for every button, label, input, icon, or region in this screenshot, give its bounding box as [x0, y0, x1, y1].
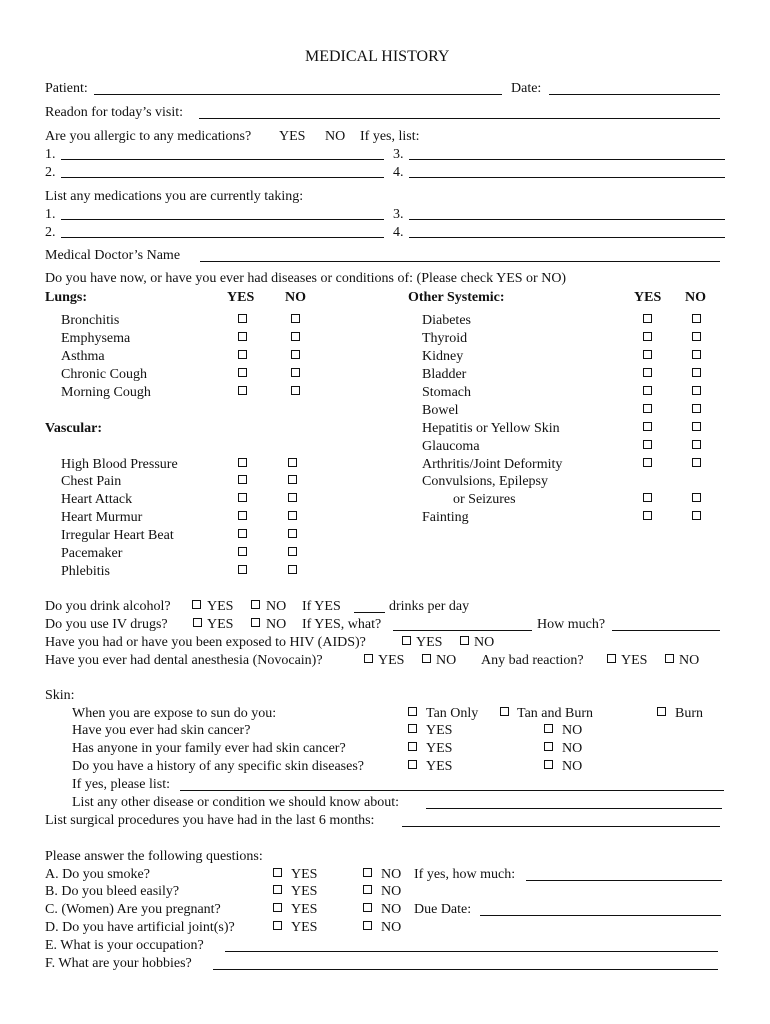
how-much-field[interactable]	[612, 630, 720, 631]
condition-label: Irregular Heart Beat	[61, 528, 174, 543]
hiv-question: Have you had or have you been exposed to HIV (AIDS)?	[45, 635, 366, 650]
please-answer-label: Please answer the following questions:	[45, 849, 263, 864]
lungs-yes-checkbox[interactable]	[238, 314, 247, 323]
reaction-no-checkbox[interactable]	[665, 654, 674, 663]
med-field-3[interactable]	[409, 219, 725, 220]
drinks-per-day-label: drinks per day	[389, 599, 470, 614]
alcohol-yes-checkbox[interactable]	[192, 600, 201, 609]
lungs-yes-header: YES	[227, 290, 255, 305]
due-date-label: Due Date:	[414, 902, 472, 917]
other-yes-header: YES	[634, 290, 662, 305]
patient-field[interactable]	[94, 94, 502, 95]
family-cancer-question: Has anyone in your family ever had skin cancer?	[72, 741, 346, 756]
condition-label: Heart Attack	[61, 492, 133, 507]
dental-yes-label: YES	[378, 653, 405, 668]
how-much-label: How much?	[537, 617, 606, 632]
vascular-no-checkbox[interactable]	[288, 475, 297, 484]
iv-no-checkbox[interactable]	[251, 618, 260, 627]
vascular-yes-checkbox[interactable]	[238, 565, 247, 574]
tan-burn-label: Tan and Burn	[517, 706, 594, 721]
reaction-yes-checkbox[interactable]	[607, 654, 616, 663]
other-yes-checkbox[interactable]	[643, 350, 652, 359]
due-date-field[interactable]	[480, 915, 721, 916]
pregnant-no-label: NO	[381, 902, 402, 917]
vascular-yes-checkbox[interactable]	[238, 529, 247, 538]
burn-checkbox[interactable]	[657, 707, 666, 716]
tan-only-checkbox[interactable]	[408, 707, 417, 716]
condition-label: Bronchitis	[61, 313, 120, 328]
reason-label: Readon for today’s visit:	[45, 105, 184, 120]
condition-label: Convulsions, Epilepsy	[422, 474, 549, 489]
hiv-no-label: NO	[474, 635, 495, 650]
other-yes-checkbox[interactable]	[643, 332, 652, 341]
if-yes-list-label: If yes, please list:	[72, 777, 170, 792]
conditions-question: Do you have now, or have you ever had diseases or conditions of: (Please check YES or NO)	[45, 271, 567, 286]
other-disease-label: List any other disease or condition we should know about:	[72, 795, 399, 810]
other-no-checkbox[interactable]	[692, 332, 701, 341]
other-no-header: NO	[685, 290, 706, 305]
allergy-field-1[interactable]	[61, 159, 384, 160]
vascular-yes-checkbox[interactable]	[238, 547, 247, 556]
hiv-yes-label: YES	[416, 635, 443, 650]
allergy-yes[interactable]: YES	[279, 129, 306, 144]
family-cancer-no-checkbox[interactable]	[544, 742, 553, 751]
other-yes-checkbox[interactable]	[643, 440, 652, 449]
condition-label: Phlebitis	[61, 564, 111, 579]
tan-burn-checkbox[interactable]	[500, 707, 509, 716]
lungs-no-checkbox[interactable]	[291, 314, 300, 323]
iv-if-yes-label: If YES, what?	[302, 617, 382, 632]
other-no-checkbox[interactable]	[692, 493, 701, 502]
bad-reaction-question: Any bad reaction?	[481, 653, 584, 668]
condition-label: Bladder	[422, 367, 467, 382]
skin-cancer-yes-checkbox[interactable]	[408, 724, 417, 733]
joint-no-checkbox[interactable]	[363, 921, 372, 930]
sun-question: When you are expose to sun do you:	[72, 706, 277, 721]
med-field-1[interactable]	[61, 219, 384, 220]
allergy-num-4: 4.	[393, 165, 404, 180]
condition-label: Diabetes	[422, 313, 471, 328]
other-yes-checkbox[interactable]	[643, 422, 652, 431]
joint-yes-label: YES	[291, 920, 318, 935]
condition-label: Chest Pain	[61, 474, 122, 489]
condition-label: Asthma	[61, 349, 105, 364]
med-field-2[interactable]	[61, 237, 384, 238]
pregnant-no-checkbox[interactable]	[363, 903, 372, 912]
other-no-checkbox[interactable]	[692, 368, 701, 377]
lungs-no-checkbox[interactable]	[291, 386, 300, 395]
smoke-how-much-label: If yes, how much:	[414, 867, 516, 882]
condition-label: Thyroid	[422, 331, 468, 346]
pregnant-yes-checkbox[interactable]	[273, 903, 282, 912]
vascular-no-checkbox[interactable]	[288, 458, 297, 467]
doctor-field[interactable]	[200, 261, 720, 262]
skin-label: Skin:	[45, 688, 75, 703]
lungs-yes-checkbox[interactable]	[238, 350, 247, 359]
lungs-yes-checkbox[interactable]	[238, 368, 247, 377]
surgical-label: List surgical procedures you have had in the last 6 months:	[45, 813, 375, 828]
skin-disease-list-field[interactable]	[180, 790, 724, 791]
allergy-num-3: 3.	[393, 147, 404, 162]
family-cancer-no-label: NO	[562, 741, 583, 756]
allergy-field-3[interactable]	[409, 159, 725, 160]
vascular-yes-checkbox[interactable]	[238, 493, 247, 502]
allergy-field-4[interactable]	[409, 177, 725, 178]
med-num-4: 4.	[393, 225, 404, 240]
other-no-checkbox[interactable]	[692, 511, 701, 520]
lungs-heading: Lungs:	[45, 290, 88, 305]
allergy-num-1: 1.	[45, 147, 56, 162]
other-yes-checkbox[interactable]	[643, 511, 652, 520]
alcohol-yes-label: YES	[207, 599, 234, 614]
other-no-checkbox[interactable]	[692, 386, 701, 395]
alcohol-no-label: NO	[266, 599, 287, 614]
other-no-checkbox[interactable]	[692, 440, 701, 449]
other-no-checkbox[interactable]	[692, 314, 701, 323]
patient-label: Patient:	[45, 81, 88, 96]
alcohol-no-checkbox[interactable]	[251, 600, 260, 609]
joint-yes-checkbox[interactable]	[273, 921, 282, 930]
vascular-no-checkbox[interactable]	[288, 529, 297, 538]
skin-cancer-no-checkbox[interactable]	[544, 724, 553, 733]
reason-field[interactable]	[199, 118, 720, 119]
iv-what-field[interactable]	[393, 630, 532, 631]
skin-cancer-question: Have you ever had skin cancer?	[72, 723, 251, 738]
condition-label: Emphysema	[61, 331, 131, 346]
smoke-question: A. Do you smoke?	[45, 867, 150, 882]
condition-label: Bowel	[422, 403, 459, 418]
vascular-no-checkbox[interactable]	[288, 493, 297, 502]
allergy-question: Are you allergic to any medications?	[45, 129, 252, 144]
other-yes-checkbox[interactable]	[643, 458, 652, 467]
vascular-no-checkbox[interactable]	[288, 565, 297, 574]
tan-only-label: Tan Only	[426, 706, 479, 721]
condition-label: Kidney	[422, 349, 464, 364]
smoke-no-checkbox[interactable]	[363, 868, 372, 877]
other-no-checkbox[interactable]	[692, 458, 701, 467]
med-num-1: 1.	[45, 207, 56, 222]
surgical-field[interactable]	[402, 826, 720, 827]
occupation-question: E. What is your occupation?	[45, 938, 204, 953]
bleed-question: B. Do you bleed easily?	[45, 884, 180, 899]
condition-label: Morning Cough	[61, 385, 151, 400]
lungs-yes-checkbox[interactable]	[238, 386, 247, 395]
condition-label: Stomach	[422, 385, 471, 400]
skin-disease-yes-label: YES	[426, 759, 453, 774]
allergy-if-yes-label: If yes, list:	[360, 129, 420, 144]
hiv-no-checkbox[interactable]	[460, 636, 469, 645]
other-disease-field[interactable]	[426, 808, 722, 809]
medications-label: List any medications you are currently taking:	[45, 189, 304, 204]
condition-label: or Seizures	[453, 492, 516, 507]
allergy-field-2[interactable]	[61, 177, 384, 178]
hobbies-field[interactable]	[213, 969, 718, 970]
lungs-no-checkbox[interactable]	[291, 350, 300, 359]
hobbies-question: F. What are your hobbies?	[45, 956, 192, 971]
condition-label: High Blood Pressure	[61, 457, 178, 472]
smoke-no-label: NO	[381, 867, 402, 882]
bleed-no-label: NO	[381, 884, 402, 899]
date-label: Date:	[511, 81, 542, 96]
med-num-2: 2.	[45, 225, 56, 240]
occupation-field[interactable]	[225, 951, 718, 952]
lungs-no-header: NO	[285, 290, 306, 305]
other-yes-checkbox[interactable]	[643, 314, 652, 323]
vascular-no-checkbox[interactable]	[288, 547, 297, 556]
condition-label: Fainting	[422, 510, 469, 525]
condition-label: Arthritis/Joint Deformity	[422, 457, 563, 472]
smoke-yes-checkbox[interactable]	[273, 868, 282, 877]
skin-disease-yes-checkbox[interactable]	[408, 760, 417, 769]
alcohol-if-yes-label: If YES	[302, 599, 341, 614]
other-no-checkbox[interactable]	[692, 350, 701, 359]
med-field-4[interactable]	[409, 237, 725, 238]
iv-yes-label: YES	[207, 617, 234, 632]
joint-no-label: NO	[381, 920, 402, 935]
vascular-no-checkbox[interactable]	[288, 511, 297, 520]
skin-disease-question: Do you have a history of any specific skin diseases?	[72, 759, 364, 774]
other-yes-checkbox[interactable]	[643, 368, 652, 377]
dental-question: Have you ever had dental anesthesia (Novocain)?	[45, 653, 323, 668]
skin-cancer-no-label: NO	[562, 723, 583, 738]
iv-no-label: NO	[266, 617, 287, 632]
condition-label: Pacemaker	[61, 546, 123, 561]
date-field[interactable]	[549, 94, 720, 95]
lungs-no-checkbox[interactable]	[291, 368, 300, 377]
alcohol-question: Do you drink alcohol?	[45, 599, 171, 614]
med-num-3: 3.	[393, 207, 404, 222]
doctor-label: Medical Doctor’s Name	[45, 248, 181, 263]
bleed-yes-checkbox[interactable]	[273, 885, 282, 894]
pregnant-question: C. (Women) Are you pregnant?	[45, 902, 221, 917]
condition-label: Glaucoma	[422, 439, 480, 454]
vascular-yes-checkbox[interactable]	[238, 511, 247, 520]
vascular-heading: Vascular:	[45, 421, 103, 436]
other-yes-checkbox[interactable]	[643, 386, 652, 395]
vascular-yes-checkbox[interactable]	[238, 458, 247, 467]
family-cancer-yes-label: YES	[426, 741, 453, 756]
lungs-no-checkbox[interactable]	[291, 332, 300, 341]
lungs-yes-checkbox[interactable]	[238, 332, 247, 341]
hiv-yes-checkbox[interactable]	[402, 636, 411, 645]
other-no-checkbox[interactable]	[692, 422, 701, 431]
smoke-how-much-field[interactable]	[526, 880, 722, 881]
skin-disease-no-label: NO	[562, 759, 583, 774]
family-cancer-yes-checkbox[interactable]	[408, 742, 417, 751]
other-yes-checkbox[interactable]	[643, 404, 652, 413]
other-yes-checkbox[interactable]	[643, 493, 652, 502]
dental-yes-checkbox[interactable]	[364, 654, 373, 663]
bleed-no-checkbox[interactable]	[363, 885, 372, 894]
iv-yes-checkbox[interactable]	[193, 618, 202, 627]
dental-no-checkbox[interactable]	[422, 654, 431, 663]
skin-cancer-yes-label: YES	[426, 723, 453, 738]
vascular-yes-checkbox[interactable]	[238, 475, 247, 484]
iv-question: Do you use IV drugs?	[45, 617, 168, 632]
drinks-field[interactable]	[354, 612, 385, 613]
dental-no-label: NO	[436, 653, 457, 668]
other-no-checkbox[interactable]	[692, 404, 701, 413]
reaction-yes-label: YES	[621, 653, 648, 668]
condition-label: Heart Murmur	[61, 510, 143, 525]
pregnant-yes-label: YES	[291, 902, 318, 917]
allergy-num-2: 2.	[45, 165, 56, 180]
joint-question: D. Do you have artificial joint(s)?	[45, 920, 235, 935]
smoke-yes-label: YES	[291, 867, 318, 882]
condition-label: Hepatitis or Yellow Skin	[422, 421, 560, 436]
bleed-yes-label: YES	[291, 884, 318, 899]
skin-disease-no-checkbox[interactable]	[544, 760, 553, 769]
other-heading: Other Systemic:	[408, 290, 505, 305]
page-title: MEDICAL HISTORY	[305, 48, 450, 65]
burn-label: Burn	[675, 706, 703, 721]
reaction-no-label: NO	[679, 653, 700, 668]
allergy-no[interactable]: NO	[325, 129, 346, 144]
condition-label: Chronic Cough	[61, 367, 147, 382]
